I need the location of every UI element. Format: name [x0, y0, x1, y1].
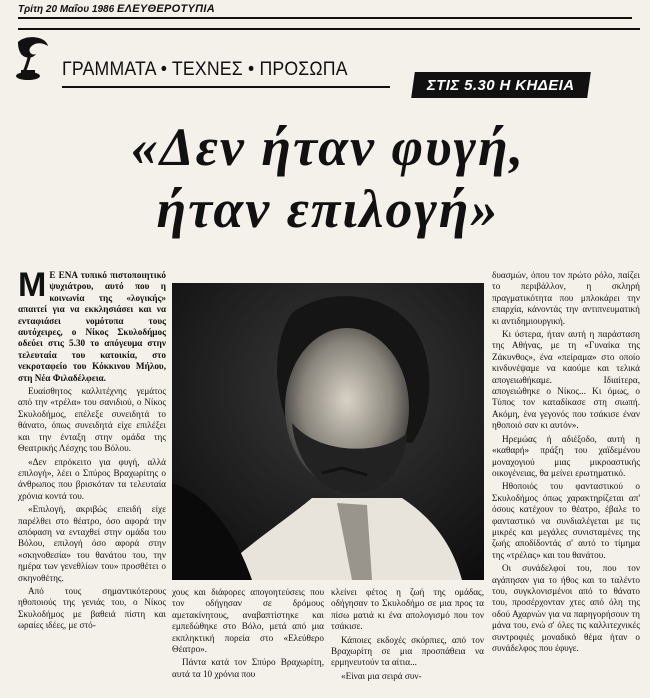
article-paragraph: δυασμών, όπου τον πρώτο ρόλο, παίζει το περιβάλλον, η σκληρή πραγματικότητα που μπλοκάρει την επαρχία, κάνοντάς την αντιπνευματική κι αντιδημιουργική. — [492, 270, 640, 326]
masthead-date: Τρίτη 20 Μαΐου 1986 — [18, 4, 115, 15]
article-paragraph: Ευαίσθητος καλλιτέχνης γεμάτος από την «τρέλα» του σανιδιού, ο Νίκος Σκυλοδήμος, επέλεξε συνειδητά το θάνατο, όπως συνειδητά είχε επιλέξει και την ένταξη στην ομάδα της Θεατρικής Λέσχης του Βόλου. — [18, 386, 166, 454]
lead-text: Ε ΕΝΑ τυπικό πιστοποιητικό ψυχιάτρου, αυτό που η κοινωνία της «λογικής» απαιτεί για να εκκλησιάσει και να ενταφιάσει νομότυπα τους αυτόχειρες, ο Νίκος Σκυλοδήμος οδεύει στις 5.30 το απόγευμα στην τελευταία του κατοικία, στο νεκροταφείο του Κόκκινου Μήλου, στη Νέα Φιλαδέλφεια. — [18, 270, 166, 383]
article-paragraph: Κι ύστερα, ήταν αυτή η παράσταση της Αθήνας, με τη «Γυναίκα της Ζάκυνθος», ένα «πείραμα» στο οποίο κινδυνέψαμε να καούμε και τελικά απογειωθήκαμε. Ιδιαίτερα, απογειώθηκε ο Νίκος... Κι όμως, ο Τύπος τον καταδίκασε στη σιωπή. Ακόμη, ένα γεγονός που τσάκισε έναν ηθοποιό σαν κι αυτόν». — [492, 329, 640, 431]
kicker-text: ΣΤΙΣ 5.30 Η ΚΗΔΕΙΑ — [427, 76, 575, 94]
article-paragraph: «Επιλογή, ακριβώς επειδή είχε παρέλθει στο θέατρο, όσο αφορά την απόφαση να ενταχθεί στην ομάδα του Βόλου, επιλογή όσο αφορά στην «σκηνοθεσία» του θανάτου του, την ημέρα των γενεθλίων του» προσθέτει ο σκηνοθέτης. — [18, 504, 166, 583]
article-column-middle-2 — [331, 587, 484, 695]
headline — [18, 116, 638, 240]
masthead-paper-name: ΕΛΕΥΘΕΡΟΤΥΠΙΑ — [116, 3, 215, 15]
article-paragraph: Από τους σημαντικότερους ηθοποιούς της γενιάς του, ο Νίκος Σκυλοδήμος με βαθειά πίστη και ωραίες ιδέες, με στό- — [18, 585, 166, 631]
article-lead — [18, 270, 166, 384]
section-rule — [62, 86, 390, 88]
article-paragraph: «Δεν επρόκειτο για φυγή, αλλά επιλογή», λέει ο Σπύρος Βραχωρίτης ο άνθρωπος που βρισκόταν τα τελευταία χρόνια κοντά του. — [18, 456, 166, 501]
top-rule — [18, 17, 632, 19]
article-paragraph: «Είναι μια σειρά συν- — [341, 670, 422, 681]
section-label: ΓΡΑΜΜΑΤΑ • ΤΕΧΝΕΣ • ΠΡΟΣΩΠΑ — [62, 59, 348, 80]
article-paragraph: Ηθοποιός του φανταστικού ο Σκυλοδήμος όπως χαρακτηρίζεται απ' όσους κατέχουν το θέατρο, έβαλε το φανταστικό να συνδιαλέγεται με τις μικρές και μεγάλες συνισταμένες της ζωής αποδίδοντάς σ' αυτό το τίμημα της «τρέλας» και του θανάτου. — [492, 481, 640, 560]
kicker-banner — [411, 72, 591, 98]
headline-line-1: «Δεν ήταν φυγή, — [130, 117, 526, 177]
article-paragraph: Κάποιες εκδοχές σκόρπιες, από τον Βραχωρίτη σε μια προσπάθεια να ερμηνευτούν τα αίτια... — [331, 634, 484, 668]
article-column-right — [492, 270, 640, 690]
article-paragraph: κλείνει φέτος η ζωή της ομάδας, οδήγησαν το Σκυλοδήμο σε μια προς τα πίσω ματιά κι ένα απολογισμό που τον τσάκισε. — [331, 587, 484, 632]
dropcap: Μ — [18, 270, 47, 304]
article-paragraph: Οι συνάδελφοί του, που τον αγάπησαν για το ήθος και το ταλέντο του, συγκλονισμένοι από το θάνατο του, προσέρχονταν χτες από όλη της οδού Αχαρνών για να παρηγορήσουν τη μάνα του, ενώ σ' όλες τις καλλιτεχνικές συντροφιές μοναδικό θέμα ήταν ο συνάδελφος που έφυγε. — [492, 563, 640, 653]
masthead — [18, 3, 215, 15]
article-paragraph: Πάντα κατά τον Σπύρο Βραχωρίτη, αυτά τα 10 χρόνια που — [172, 657, 324, 679]
inkwell-quill-icon — [12, 34, 52, 84]
article-paragraph: Ηρεμώας ή αδιέξοδο, αυτή η «καθαρή» πράξη του χαϊδεμένου μοναχογιού μιας μικροαστικής οικογένειας, θα μείνει ερωτηματικό. — [492, 433, 640, 478]
article-paragraph: χους και διάφορες απογοητεύσεις που τον οδήγησαν σε δρόμους αμετακίνητους, αναβαπτίστηκε και εμπεδώθηκε στο Βόλο, μετά από μια εκπληκτική πορεία στο «Ελεύθερο Θέατρο». — [172, 587, 324, 655]
article-column-middle-1 — [172, 587, 324, 695]
headline-line-2: ήταν επιλογή» — [156, 179, 500, 239]
portrait-photo-icon — [172, 283, 484, 580]
article-column-left — [18, 270, 166, 690]
